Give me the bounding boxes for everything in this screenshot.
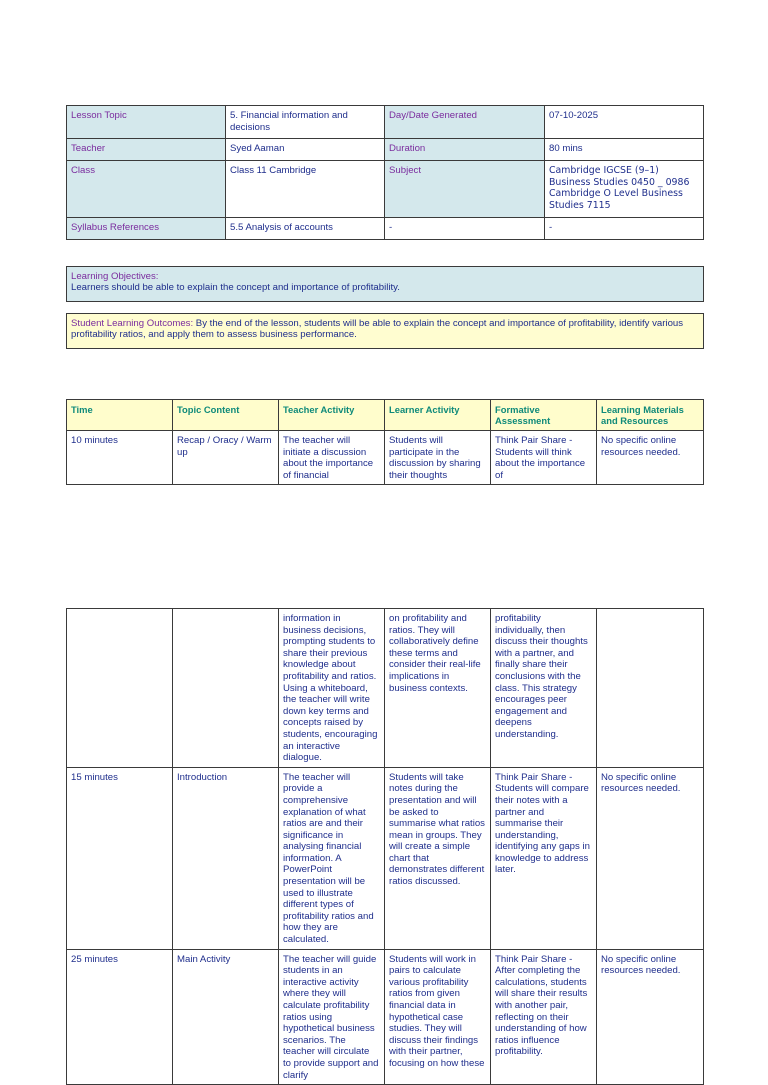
info-row-class <box>67 161 704 218</box>
lesson-info-table <box>66 105 704 240</box>
table-row <box>67 609 704 768</box>
row-teacher-activity: information in business decisions, prompting students to share their previous knowledge about profitability and ratios. Using a whiteboard, the teacher will write down key terms and concepts raised by students, encouraging an interactive dialogue. <box>279 609 385 768</box>
row-resources: No specific online resources needed. <box>597 431 704 485</box>
table-row <box>67 767 704 949</box>
row-topic: Introduction <box>173 767 279 949</box>
duration-value: 80 mins <box>545 139 704 161</box>
blank-label-cell: - <box>385 218 545 240</box>
learning-objectives-label: Learning Objectives: <box>71 271 159 282</box>
row-formative-assessment: Think Pair Share - Students will compare their notes with a partner and summarise their understanding, identifying any gaps in knowledge to address later. <box>491 767 597 949</box>
row-teacher-activity: The teacher will initiate a discussion about the importance of financial <box>279 431 385 485</box>
table-row <box>67 431 704 485</box>
row-learner-activity: on profitability and ratios. They will collaboratively define these terms and consider their real-life implications in business contexts. <box>385 609 491 768</box>
syllabus-references-value: 5.5 Analysis of accounts <box>226 218 385 240</box>
row-formative-assessment: Think Pair Share - Students will think about the importance of <box>491 431 597 485</box>
student-learning-outcomes-text: By the end of the lesson, students will be able to explain the concept and importance of profitability, identify various profitability ratios, and apply them to assess business performance. <box>71 318 684 341</box>
teacher-value: Syed Aaman <box>226 139 385 161</box>
row-learner-activity: Students will participate in the discussion by sharing their thoughts <box>385 431 491 485</box>
syllabus-references-label: Syllabus References <box>67 218 226 240</box>
header-formative-assessment: Formative Assessment <box>491 400 597 431</box>
header-learner-activity: Learner Activity <box>385 400 491 431</box>
student-learning-outcomes-box <box>66 313 704 349</box>
date-generated-label: Day/Date Generated <box>385 106 545 139</box>
learning-objectives-text: Learners should be able to explain the concept and importance of profitability. <box>71 282 400 294</box>
header-time: Time <box>67 400 173 431</box>
subject-label: Subject <box>385 161 545 218</box>
info-row-syllabus <box>67 218 704 240</box>
row-formative-assessment: Think Pair Share - After completing the calculations, students will share their results with another pair, reflecting on their understanding of how ratios influence profitability. <box>491 949 597 1085</box>
row-time: 25 minutes <box>67 949 173 1085</box>
row-resources: No specific online resources needed. <box>597 949 704 1085</box>
class-label: Class <box>67 161 226 218</box>
row-topic <box>173 609 279 768</box>
lesson-topic-label: Lesson Topic <box>67 106 226 139</box>
header-topic-content: Topic Content <box>173 400 279 431</box>
lesson-plan-header-row <box>67 400 704 431</box>
lesson-plan-table-part-1 <box>66 399 704 485</box>
table-row <box>67 949 704 1085</box>
duration-label: Duration <box>385 139 545 161</box>
subject-value: Cambridge IGCSE (9–1) Business Studies 0450 _ 0986 Cambridge O Level Business Studies 7115 <box>545 161 704 218</box>
row-time: 15 minutes <box>67 767 173 949</box>
header-teacher-activity: Teacher Activity <box>279 400 385 431</box>
row-resources: No specific online resources needed. <box>597 767 704 949</box>
info-row-teacher <box>67 139 704 161</box>
row-topic: Main Activity <box>173 949 279 1085</box>
header-learning-materials: Learning Materials and Resources <box>597 400 704 431</box>
row-teacher-activity: The teacher will provide a comprehensive explanation of what ratios are and their significance in analysing financial information. A PowerPoint presentation will be used to illustrate different types of profitability ratios and how they are calculated. <box>279 767 385 949</box>
row-time <box>67 609 173 768</box>
class-value: Class 11 Cambridge <box>226 161 385 218</box>
blank-value-cell: - <box>545 218 704 240</box>
student-learning-outcomes-label: Student Learning Outcomes: <box>71 318 194 329</box>
row-teacher-activity: The teacher will guide students in an interactive activity where they will calculate profitability ratios using hypothetical business scenarios. The teacher will circulate to provide support and clarify <box>279 949 385 1085</box>
info-row-lesson-topic <box>67 106 704 139</box>
row-time: 10 minutes <box>67 431 173 485</box>
date-generated-value: 07-10-2025 <box>545 106 704 139</box>
row-resources <box>597 609 704 768</box>
learning-objectives-box <box>66 266 704 302</box>
lesson-plan-table-part-2 <box>66 608 704 1085</box>
teacher-label: Teacher <box>67 139 226 161</box>
row-topic: Recap / Oracy / Warm up <box>173 431 279 485</box>
lesson-topic-value: 5. Financial information and decisions <box>226 106 385 139</box>
row-learner-activity: Students will work in pairs to calculate various profitability ratios from given financial data in hypothetical case studies. They will discuss their findings with their partner, focusing on how these <box>385 949 491 1085</box>
row-learner-activity: Students will take notes during the presentation and will be asked to summarise what ratios mean in groups. They will create a simple chart that demonstrates different ratios discussed. <box>385 767 491 949</box>
row-formative-assessment: profitability individually, then discuss their thoughts with a partner, and finally share their conclusions with the class. This strategy encourages peer engagement and deepens understanding. <box>491 609 597 768</box>
